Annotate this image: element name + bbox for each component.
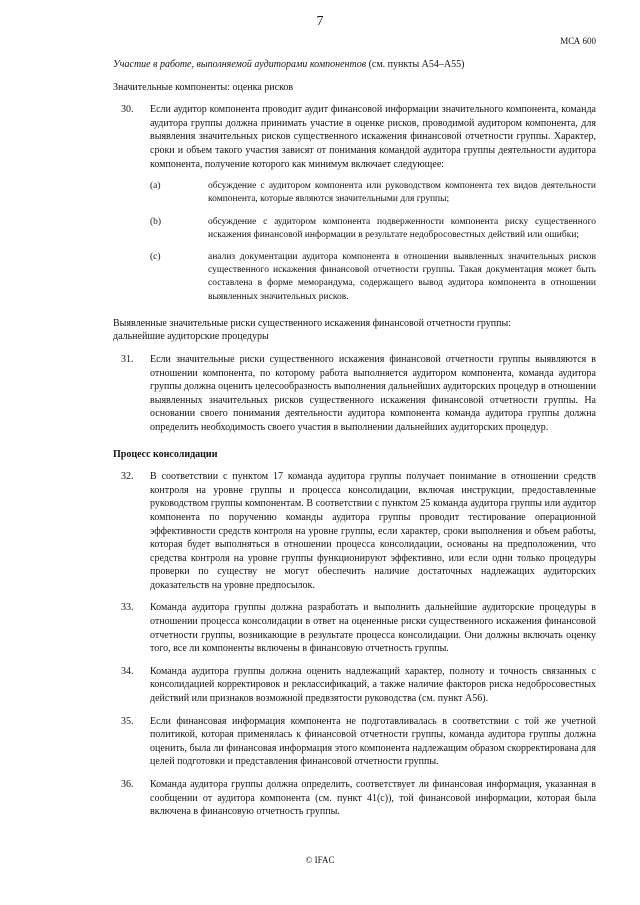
heading-identified-risks-line2: дальнейшие аудиторские процедуры [113, 331, 269, 343]
list-item-c [113, 251, 596, 304]
paragraph-text: Если аудитор компонента проводит аудит финансовой информации значительного компонента, команда аудитора группы должна принимать участие в оценке рисков, проводимой аудитором компонента, для выявления значительных рисков существенного искажения финансовой отчетности группы. Характер, сроки и объем такого участия зависят от понимания командой аудитора группы деятельности аудитора компонента, получение которого как минимум включает следующее: [150, 104, 596, 170]
document-code: МСА 600 [560, 36, 596, 46]
paragraph-31 [113, 353, 596, 435]
list-item-b [113, 216, 596, 242]
heading-significant-components: Значительные компоненты: оценка рисков [113, 81, 294, 93]
paragraph-34 [113, 665, 596, 706]
paragraph-text: Если финансовая информация компонента не подготавливалась в соответствии с той же учетной политикой, которая применялась к финансовой отчетности группы, команда аудитора группы должна оценить, была ли финансовая информация этого компонента надлежащим образом скорректирована для целей подготовки и представления финансовой отчетности группы. [150, 715, 596, 768]
heading-consolidation: Процесс консолидации [113, 448, 218, 460]
paragraph-35 [113, 715, 596, 769]
copyright-footer: © IFAC [305, 855, 335, 865]
paragraph-number: 32. [121, 471, 134, 483]
paragraph-number: 33. [121, 602, 134, 614]
paragraph-number: 30. [121, 104, 134, 116]
paragraph-number: 31. [121, 353, 134, 365]
document-body [113, 58, 596, 819]
paragraph-text: Команда аудитора группы должна разработать и выполнить дальнейшие аудиторские процедуры в отношении процесса консолидации в ответ на оцененные риски существенного искажения финансовой отчетности группы, возникающие в результате процесса консолидации. Они должны включать оценку того, все ли компоненты включены в финансовую отчетность группы. [150, 602, 596, 655]
section-intro-title: Участие в работе, выполняемой аудиторами компонентов [113, 59, 367, 70]
list-marker: (c) [150, 251, 161, 262]
paragraph-33 [113, 601, 596, 655]
paragraph-32 [113, 470, 596, 592]
list-marker: (b) [150, 216, 162, 227]
page-number: 7 [316, 14, 324, 29]
paragraph-30 [113, 103, 596, 171]
section-intro [113, 58, 596, 72]
list-marker: (a) [150, 181, 161, 192]
paragraph-text: Команда аудитора группы должна оценить надлежащий характер, полноту и точность связанных с консолидацией корректировок и реклассификаций, а также наличие факторов риска недобросовестных действий или признаков возможной предвзятости руководства (см. пункт А56). [150, 665, 596, 705]
paragraph-text: Команда аудитора группы должна определить, соответствует ли финансовая информация, указанная в сообщении от аудитора компонента (см. пункт 41(c)), той финансовой информации, которая была включена в финансовую отчетность группы. [150, 779, 596, 818]
list-item-text: обсуждение с аудитором компонента или руководством компонента тех видов деятельности компонента, которые являются значительными для группы; [208, 181, 596, 205]
paragraph-text: В соответствии с пунктом 17 команда аудитора группы получает понимание в отношении средств контроля на уровне группы и процесса консолидации, включая инструкции, предоставленные руководством группы компонентам. В соответствии с пунктом 25 команда аудитора группы или аудитор компонента по поручению команды аудитора группы проводит тестирование операционной эффективности средств контроля на уровне группы, если характер, сроки выполнения и объем работы, которая будет выполняться в отношении процесса консолидации, основаны на предположении, что средства контроля на уровне группы функционируют эффективно, или если одни только процедуры проверки по существу не могут обеспечить наличие достаточных надлежащих аудиторских доказательств на уровне предпосылок. [150, 471, 596, 591]
paragraph-number: 35. [121, 715, 134, 727]
heading-identified-risks-line1: Выявленные значительные риски существенного искажения финансовой отчетности группы: [113, 317, 511, 329]
list-item-a [113, 180, 596, 206]
paragraph-number: 34. [121, 665, 134, 677]
paragraph-36 [113, 778, 596, 819]
paragraph-number: 36. [121, 779, 134, 790]
paragraph-text: Если значительные риски существенного искажения финансовой отчетности группы выявляются в отношении компонента, по которому работа выполняется аудитором компонента, команда аудитора группы должна оценить целесообразность выполнения дальнейших аудиторских процедур в отношении выявленных значительных рисков существенного искажения финансовой отчетности группы. На основании своего понимания деятельности аудитора компонента команда аудитора группы должна определить необходимость своего участия в выполнении дальнейших аудиторских процедур. [150, 353, 596, 433]
list-item-text: обсуждение с аудитором компонента подверженности компонента риску существенного искажения финансовой информации в результате недобросовестных действий или ошибки; [208, 216, 596, 240]
list-item-text: анализ документации аудитора компонента в отношении выявленных значительных рисков существенного искажения финансовой отчетности группы. Такая документация может быть составлена в форме меморандума, содержащего вывод аудитора компонента в отношении выявленных значительных рисков. [208, 251, 596, 302]
section-intro-refs: (см. пункты А54–А55) [366, 59, 465, 70]
